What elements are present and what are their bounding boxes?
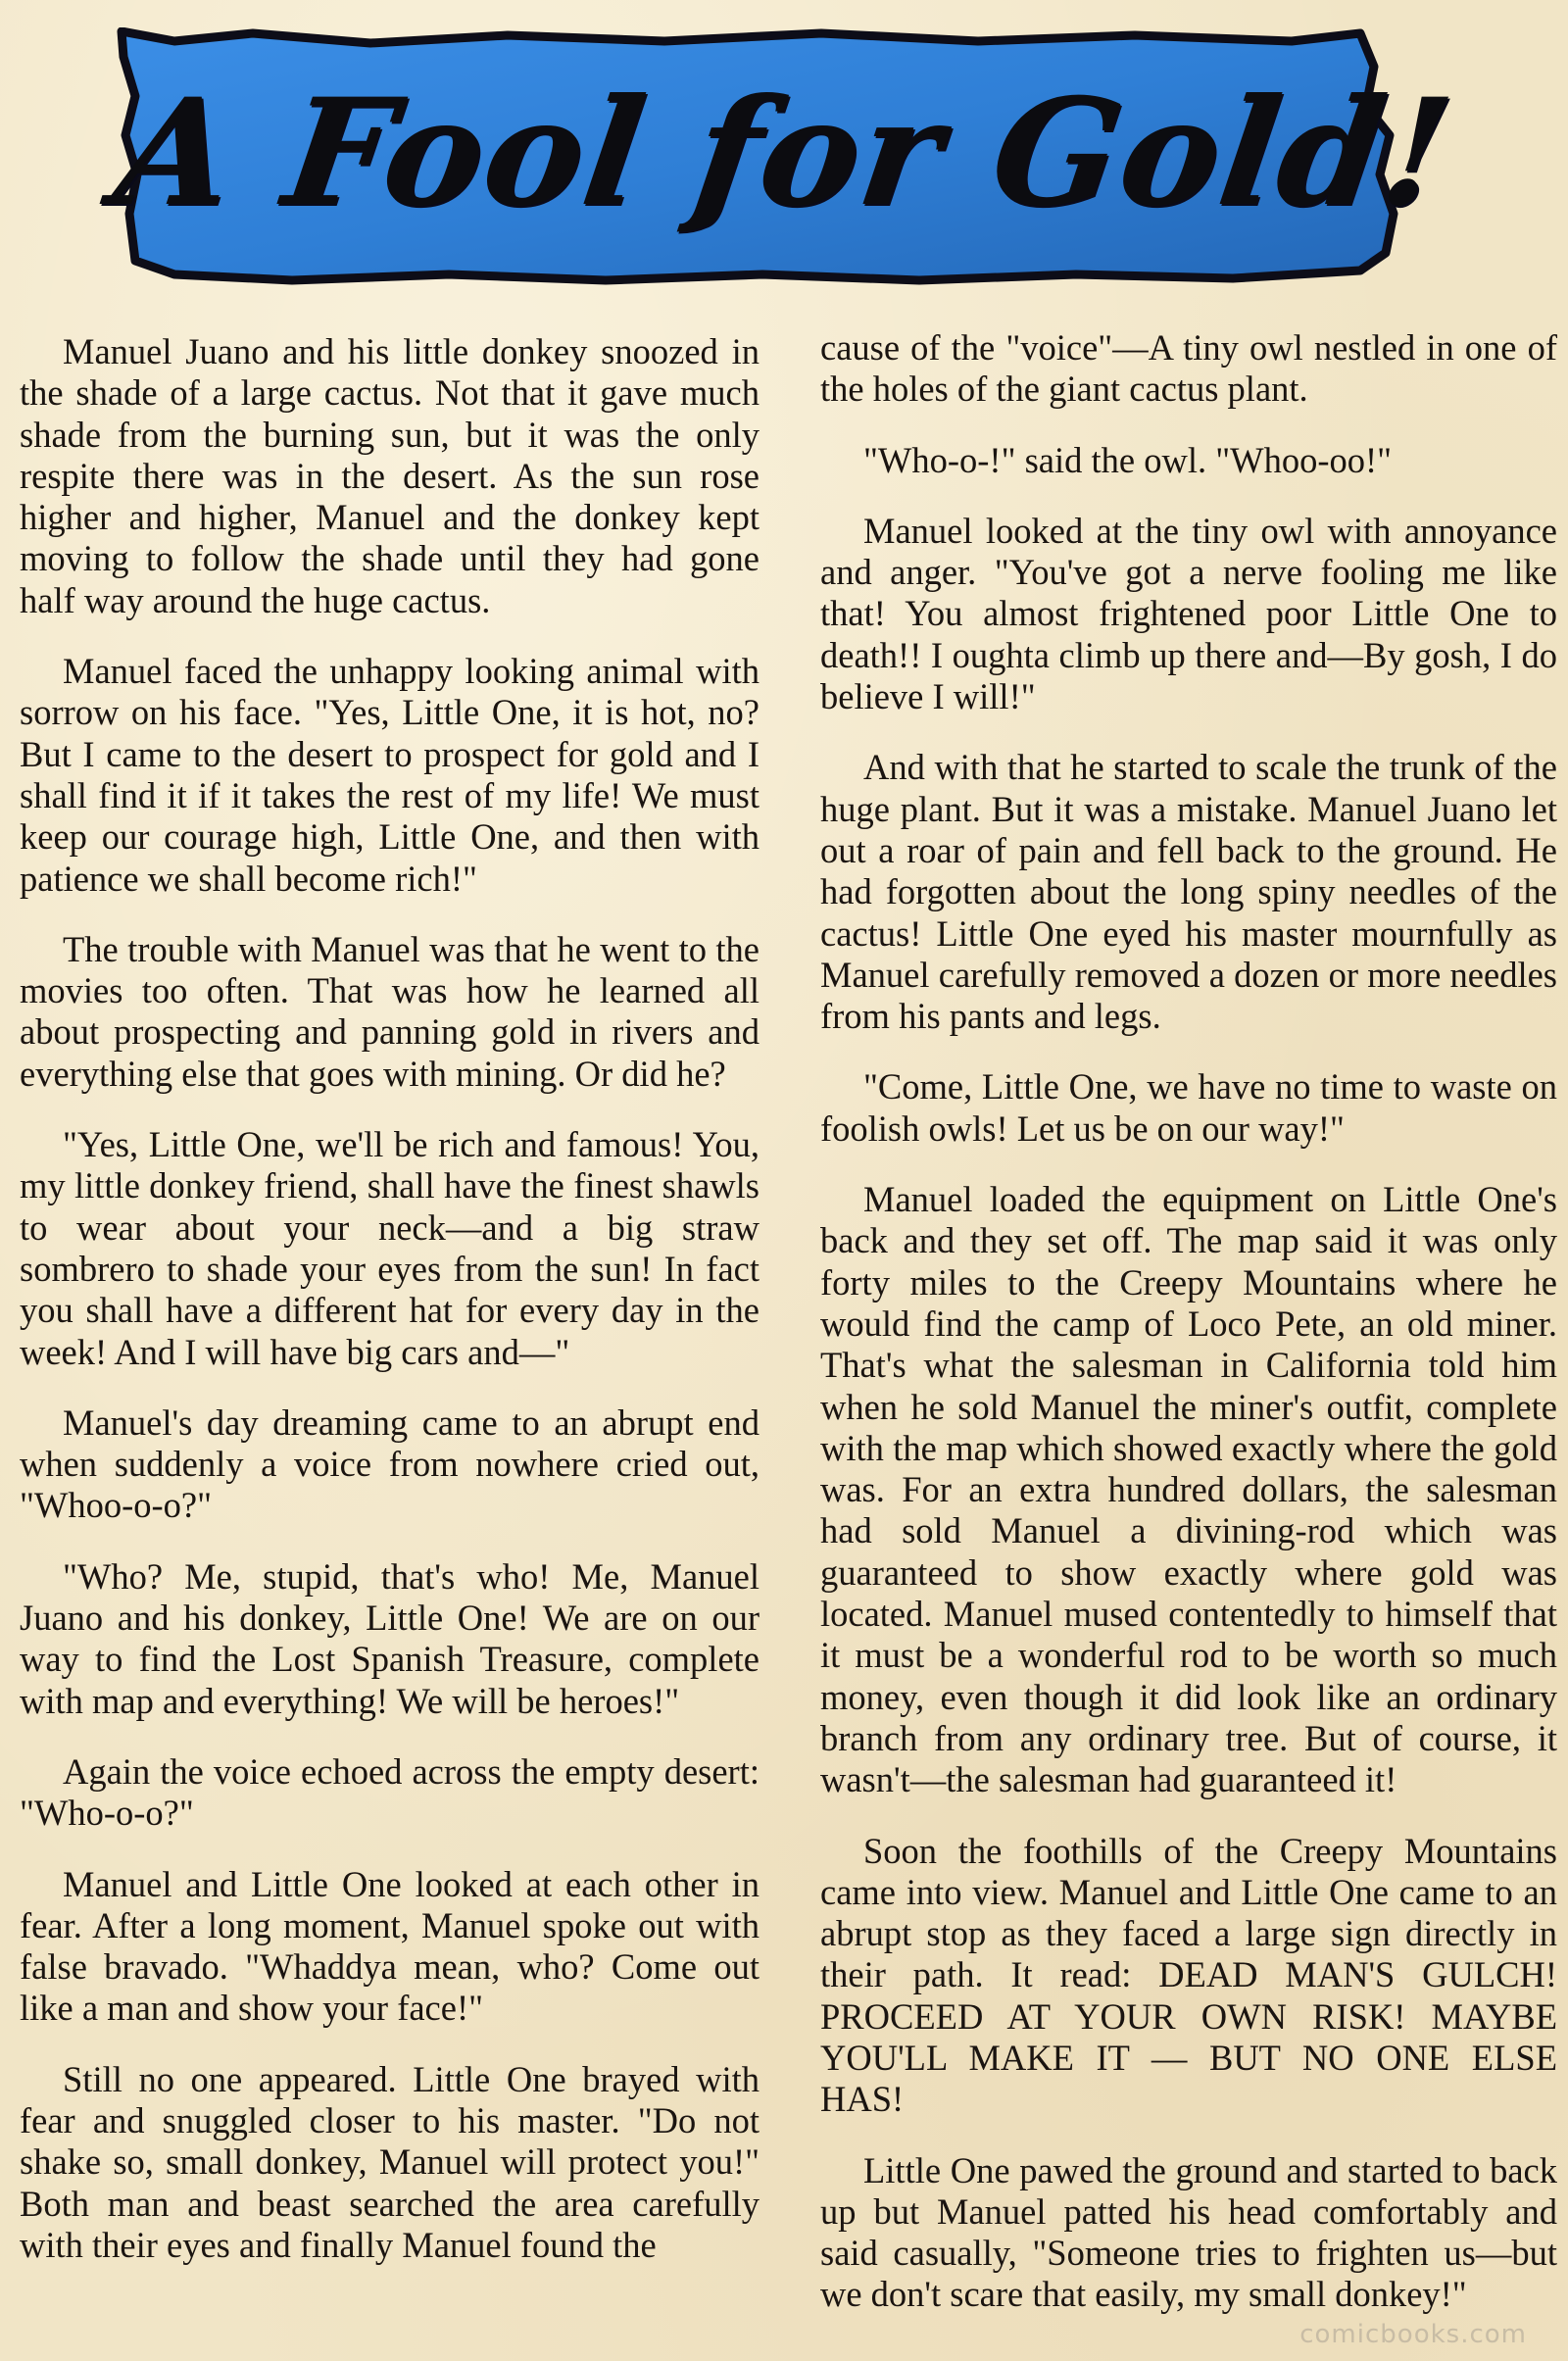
paragraph: "Who-o-!" said the owl. "Whoo-oo!" xyxy=(863,439,1393,480)
paragraph: Manuel and Little One looked at each other in fear. After a long moment, Manuel spoke out with false bravado. "Whaddya mean, who? Come out like a man and show your face!" xyxy=(20,1863,760,2029)
paragraph: Still no one appeared. Little One brayed with fear and snuggled closer to his master. "Do not shake so, small donkey, Manuel will protect you!" Both man and beast searched the area carefully with their eyes and finally Manuel found the xyxy=(20,2058,760,2265)
paragraph: Again the voice echoed across the empty desert: "Who-o-o?" xyxy=(20,1750,760,1834)
paragraph: And with that he started to scale the trunk of the huge plant. But it was a mistake. Manuel Juano let out a roar of pain and fell back to the ground. He had forgotten about the long spiny needles of the cactus! Little One eyed his master mournfully as Manuel carefully removed a dozen or more needles from his pants and legs. xyxy=(820,747,1557,1037)
paragraph: Little One pawed the ground and started to back up but Manuel patted his head comfortably and said casually, "Someone tries to frighten us—but we don't scare that easily, my small donkey!" xyxy=(820,2149,1557,2315)
paragraph: Manuel looked at the tiny owl with annoyance and anger. "You've got a nerve fooling me like that! You almost frightened poor Little One to death!! I oughta climb up there and—By gosh, I do believe I will!" xyxy=(820,510,1557,717)
paragraph: Manuel's day dreaming came to an abrupt end when suddenly a voice from nowhere cried out, "Whoo-o-o?" xyxy=(20,1402,760,1526)
paragraph: "Yes, Little One, we'll be rich and famous! You, my little donkey friend, shall have the finest shawls to wear about your neck—and a big straw sombrero to shade your eyes from the sun! In fact you shall have a different hat for every day in the week! And I will have big cars and—" xyxy=(20,1124,760,1372)
paragraph: "Come, Little One, we have no time to waste on foolish owls! Let us be on our way!" xyxy=(820,1066,1557,1149)
paragraph: "Who? Me, stupid, that's who! Me, Manuel Juano and his donkey, Little One! We are on our way to find the Lost Spanish Treasure, complete with map and everything! We will be heroes!" xyxy=(20,1555,760,1721)
left-column xyxy=(20,331,760,2350)
story-title: A Fool for Gold! xyxy=(106,67,1463,239)
paragraph: Manuel Juano and his little donkey snoozed in the shade of a large cactus. Not that it gave much shade from the burning sun, but it was the only respite there was in the desert. As the sun rose higher and higher, Manuel and the donkey kept moving to follow the shade until they had gone half way around the huge cactus. xyxy=(20,331,760,620)
paragraph: Soon the foothills of the Creepy Mountains came into view. Manuel and Little One came to an abrupt stop as they faced a large sign directly in their path. It read: DEAD MAN'S GULCH! PROCEED AT YOUR OWN RISK! MAYBE YOU'LL MAKE IT — BUT NO ONE ELSE HAS! xyxy=(820,1830,1557,2120)
title-banner xyxy=(106,27,1463,300)
paragraph: The trouble with Manuel was that he went to the movies too often. That was how he learned all about prospecting and panning gold in rivers and everything else that goes with mining. Or did he? xyxy=(20,928,760,1094)
right-column xyxy=(820,327,1557,2346)
paragraph: Manuel faced the unhappy looking animal with sorrow on his face. "Yes, Little One, it is hot, no? But I came to the desert to prospect for gold and I shall find it if it takes the rest of my life! We must keep our courage high, Little One, and then with patience we shall become rich!" xyxy=(20,651,760,899)
watermark: comicbooks.com xyxy=(1299,2320,1527,2349)
paragraph: cause of the "voice"—A tiny owl nestled in one of the holes of the giant cactus plant. xyxy=(820,327,1557,410)
paragraph: Manuel loaded the equipment on Little One's back and they set off. The map said it was only forty miles to the Creepy Mountains where he would find the camp of Loco Pete, an old miner. That's what the salesman in California told him when he sold Manuel the miner's outfit, complete with the map which showed exactly where the gold was. For an extra hundred dollars, the salesman had sold Manuel a divining-rod which was guaranteed to show exactly where gold was located. Manuel mused contentedly to himself that it must be a wonderful rod to be worth so much money, even though it did look like an ordinary branch from any ordinary tree. But of course, it wasn't—the salesman had guaranteed it! xyxy=(820,1179,1557,1800)
